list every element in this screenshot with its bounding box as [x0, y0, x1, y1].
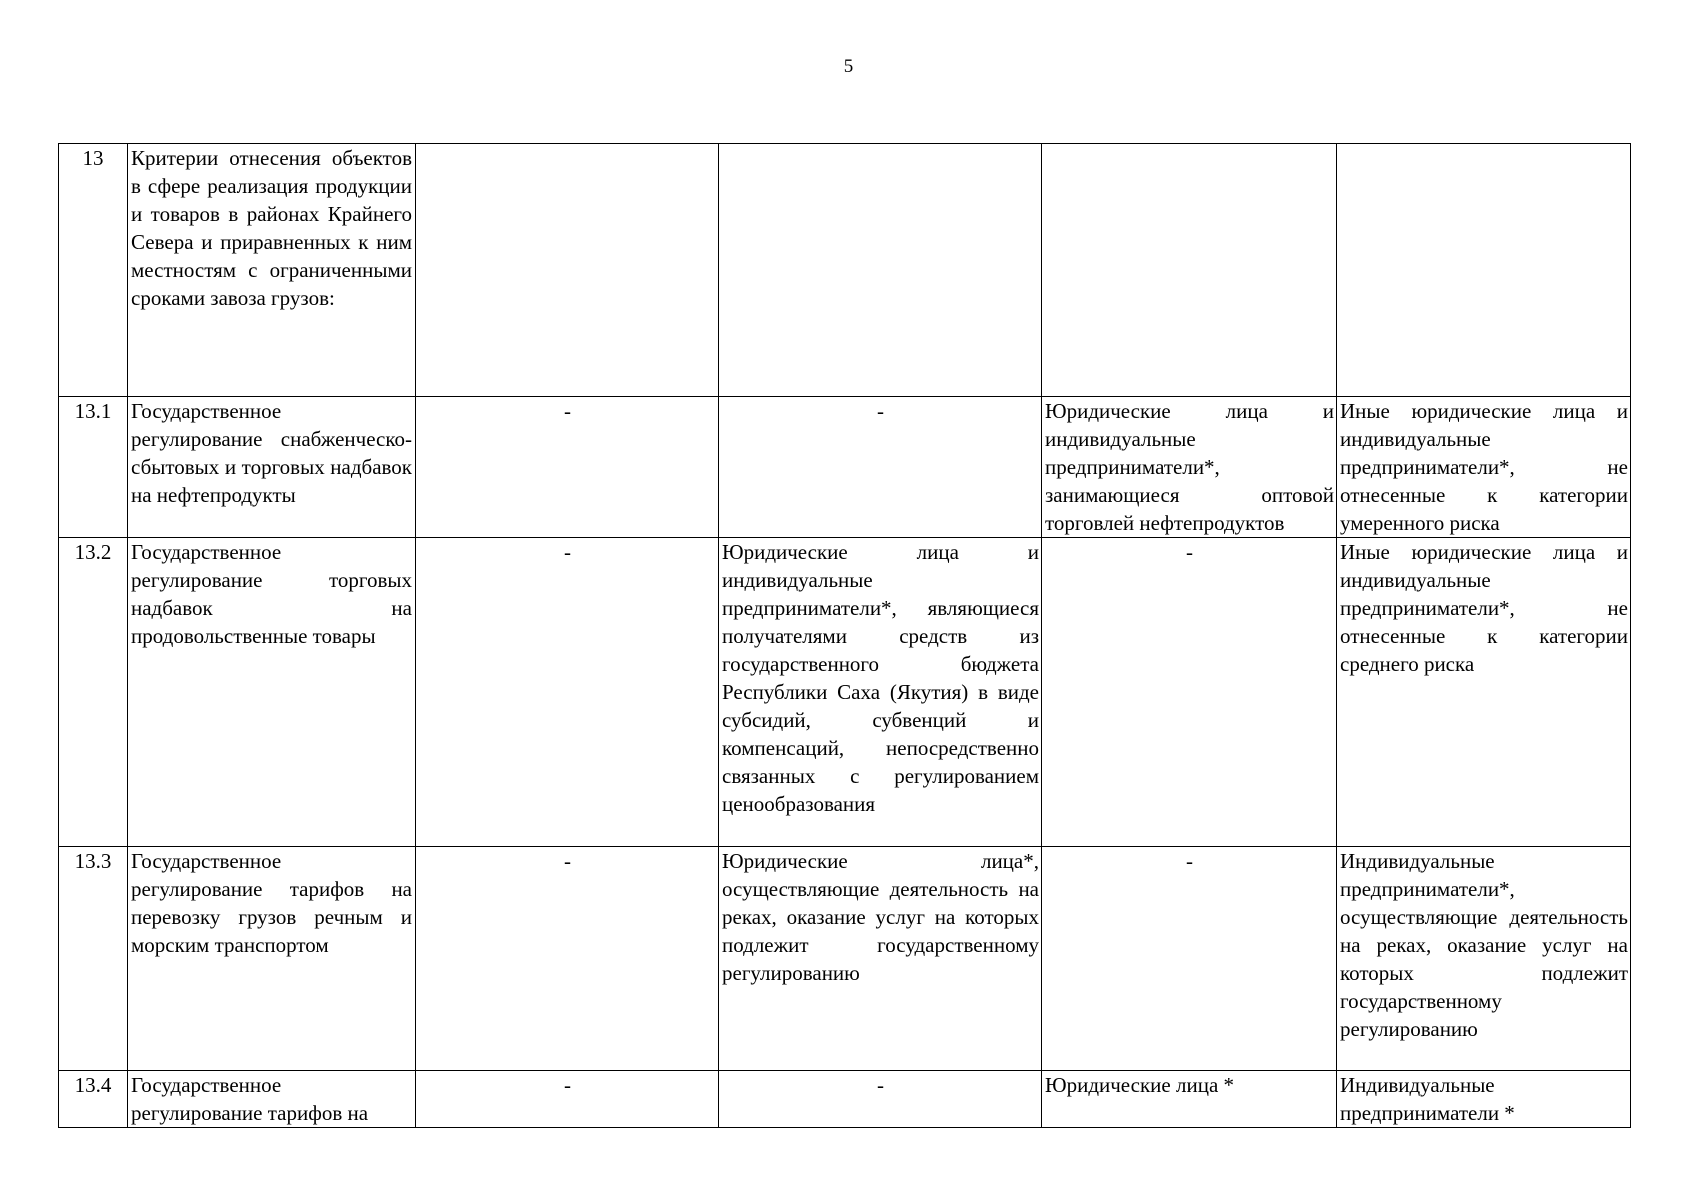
cell-col-3: -: [1042, 847, 1337, 1071]
cell-col-2: Юридические лица и индивидуальные предприниматели*, являющиеся получателями средств из государственного бюджета Республики Саха (Якутия) в виде субсидий, субвенций и компенсаций, непосредственно связанных с регулированием ценообразования: [719, 538, 1042, 847]
criterion-name: Критерии отнесения объектов в сфере реализация продукции и товаров в районах Крайнего Севера и приравненных к ним местностям с ограниченными сроками завоза грузов:: [128, 144, 416, 397]
cell-col-1: -: [416, 538, 719, 847]
criterion-name: Государственное регулирование тарифов на перевозку грузов речным и морским транспортом: [128, 847, 416, 1071]
cell-col-1: -: [416, 847, 719, 1071]
criterion-name: Государственное регулирование тарифов на: [128, 1071, 416, 1128]
cell-col-3: -: [1042, 538, 1337, 847]
row-number: 13.3: [59, 847, 128, 1071]
cell-col-3: Юридические лица и индивидуальные предприниматели*, занимающиеся оптовой торговлей нефтепродуктов: [1042, 397, 1337, 538]
cell-col-3: [1042, 144, 1337, 397]
row-number: 13.2: [59, 538, 128, 847]
cell-col-4: Иные юридические лица и индивидуальные предприниматели*, не отнесенные к категории среднего риска: [1337, 538, 1631, 847]
cell-col-2: [719, 144, 1042, 397]
criterion-name: Государственное регулирование снабженческо-сбытовых и торговых надбавок на нефтепродукты: [128, 397, 416, 538]
cell-col-4: Индивидуальные предприниматели*, осуществляющие деятельность на реках, оказание услуг на которых подлежит государственному регулированию: [1337, 847, 1631, 1071]
table-row: [59, 397, 1631, 538]
risk-criteria-table: [58, 143, 1631, 1128]
row-number: 13.1: [59, 397, 128, 538]
cell-col-1: -: [416, 1071, 719, 1128]
table-row: [59, 847, 1631, 1071]
table-row: [59, 1071, 1631, 1128]
cell-col-4: Индивидуальные предприниматели *: [1337, 1071, 1631, 1128]
cell-col-1: [416, 144, 719, 397]
row-number: 13.4: [59, 1071, 128, 1128]
cell-col-2: -: [719, 1071, 1042, 1128]
cell-col-4: [1337, 144, 1631, 397]
table-row: [59, 144, 1631, 397]
table-row: [59, 538, 1631, 847]
cell-col-1: -: [416, 397, 719, 538]
cell-col-3: Юридические лица *: [1042, 1071, 1337, 1128]
cell-col-2: Юридические лица*, осуществляющие деятельность на реках, оказание услуг на которых подлежит государственному регулированию: [719, 847, 1042, 1071]
criterion-name: Государственное регулирование торговых надбавок на продовольственные товары: [128, 538, 416, 847]
page-number: 5: [843, 56, 854, 77]
cell-col-4: Иные юридические лица и индивидуальные предприниматели*, не отнесенные к категории умеренного риска: [1337, 397, 1631, 538]
row-number: 13: [59, 144, 128, 397]
cell-col-2: -: [719, 397, 1042, 538]
